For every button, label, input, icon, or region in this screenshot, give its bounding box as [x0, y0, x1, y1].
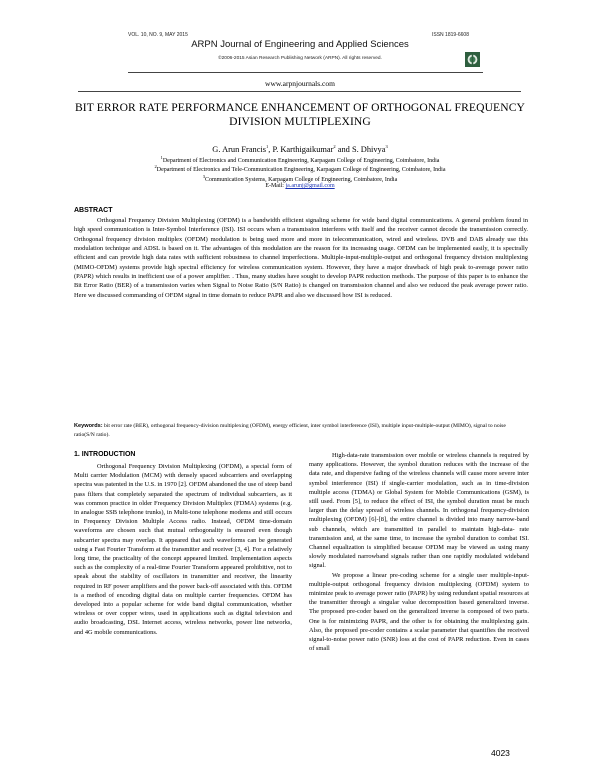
affiliation [0, 164, 600, 173]
author-name: G. Arun Francis [212, 144, 267, 154]
section-heading-introduction: 1. INTRODUCTION [74, 451, 136, 458]
author-separator: , [268, 144, 273, 154]
header-rule-lower [78, 91, 521, 92]
intro-paragraph: We propose a linear pre-coding scheme for a single user multiple-input-multiple-output orthogonal frequency division multiplexing (OFDM) system to minimize peak to average power ratio (PAPR) by using redundant spatial resources at the transmitter through a singular value decomposition based generalized inverse. The proposed pre-coder based on the generalized inverse is composed of two parts. One is for minimizing PAPR, and the other is for obtaining the multiplexing gain. Also, the proposed pre-coder contains a scalar parameter that quantifies the received signal-to-noise power ratio (SNR) loss at the cost of PAPR reduction. Even in cases of small [309, 571, 529, 653]
affiliation [0, 174, 600, 183]
affiliation-sup: 1 [160, 155, 163, 160]
keywords-text: bit error rate (BER), orthogonal frequency-division multiplexing (OFDM), energy efficient, inter symbol interference (ISI), multiple input-multiple-output (MIMO), signal to noise ratio(S/N ratio). [74, 423, 506, 438]
keywords [74, 422, 528, 439]
affiliation-text: Department of Electronics and Communication Engineering, Karpagam College of Engineering, Coimbatore, India [162, 158, 440, 164]
header-rule [128, 72, 483, 73]
author-sup: 2 [333, 144, 336, 149]
volume-info: VOL. 10, NO. 9, MAY 2015 [128, 32, 188, 38]
issn: ISSN 1819-6608 [432, 32, 469, 38]
paper-title: BIT ERROR RATE PERFORMANCE ENHANCEMENT OF ORTHOGONAL FREQUENCY DIVISION MULTIPLEXING [74, 101, 526, 128]
intro-paragraph: High-data-rate transmission over mobile or wireless channels is required by many applications. However, the symbol duration reduces with the increase of the data rate, and dispersive fading of the wireless channels will cause more severe inter symbol interference (ISI) if single-carrier modulation, such as in time-division multiple access (TDMA) or Global System for Mobile Communications (GSM), is still used. From [5], to reduce the effect of ISI, the symbol duration must be much larger than the delay spread of wireless channels. In orthogonal frequency-division multiplexing (OFDM) [6]-[8], the entire channel is divided into many narrow-band sub channels, which are transmitted in parallel to maintain high-data- rate transmission and, at the same time, to increase the symbol duration to combat ISI. Channel equalization is simplified because OFDM may be viewed as using many slowly modulated narrowband signals rather than one rapidly modulated wideband signal. [309, 452, 529, 570]
journal-logo-icon [465, 52, 480, 67]
author-separator: and [335, 144, 352, 154]
copyright-notice: ©2006-2015 Asian Research Publishing Network (ARPN). All rights reserved. [218, 56, 382, 61]
author-sup: 3 [385, 144, 388, 149]
email-link[interactable]: ja.arunj@gmail.com [285, 183, 335, 189]
body-column-right [309, 451, 529, 653]
author-name: P. Karthigaikumar [272, 144, 334, 154]
page-number: 4023 [491, 748, 510, 758]
abstract-body: Orthogonal Frequency Division Multiplexing (OFDM) is a bandwidth efficient signaling scheme for wide band digital communications. A general problem found in high speed communication is Inter-Symbol Interference (ISI). ISI occurs when a transmission interferes with itself and the receiver cannot decode the transmission correctly. Orthogonal frequency division multiplex (OFDM) modulation is being used more and more in telecommunication, wired and wireless. DVB and DAB already use this modulation technique and ADSL is based on it. The advantages of this modulation are the reason for its increasing usage. OFDM can be implemented easily, it is spectrally efficient and can provide high data rates with sufficient robustness to channel imperfections. Multiple-input-multiple-output and orthogonal frequency division multiplexing (MIMO-OFDM) systems provide high spectral efficiency for wireless communication system. However, they have a major drawback of high peak to-average power ratio (PAPR) which results in inefficient use of a power amplifier. . Thus, many studies have sought to develop PAPR reduction methods. The purpose of this paper is to enhance the Bit Error Ratio (BER) of a transmission varies when Signal to Noise Ratio (S/N Ratio) is changed on transmission channel and also we reduced the peak average power ratio. Here we discussed commanding of OFDM signal in time domain to reduce PAPR and also we discussed how ISI is reduced. [74, 217, 528, 299]
journal-name: ARPN Journal of Engineering and Applied Sciences [191, 39, 409, 50]
author-list [0, 144, 600, 154]
website-link[interactable]: www.arpnjournals.com [265, 79, 335, 88]
affiliation-text: Communication Systems, Karpagam College of Engineering, Coimbatore, India [204, 177, 398, 183]
email-label: E-Mail: [265, 183, 286, 189]
affiliation-sup: 2 [154, 164, 157, 169]
affiliation [0, 155, 600, 164]
email-line [0, 183, 600, 189]
keywords-label: Keywords: [74, 423, 103, 429]
intro-paragraph: Orthogonal Frequency Division Multiplexing (OFDM), a special form of Multi carrier Modulation (MCM) with densely spaced subcarriers and overlapping spectra was patented in the U.S. in 1970 [2]. OFDM abandoned the use of steep band pass filters that completely separated the spectrum of individual subcarriers, as it was common practice in older Frequency Division Multiplex (FDMA) systems (e.g. in analogue SSB telephone trunks), in Multi-tone telephone modems and still occurs in Frequency Division Multiple Access radio. Instead, OFDM time-domain waveforms are chosen such that mutual orthogonality is ensured even though subcarrier spectra may overlap. It appeared that such waveforms can be generated using a Fast Fourier Transform at the transmitter and receiver [3, 4]. For a relatively long time, the practicality of the concept appeared limited. Implementation aspects such as the complexity of a real-time Fourier Transform appeared prohibitive, not to speak about the stability of oscillators in transmitter and receiver, the linearity required in RF power amplifiers and the power back-off associated with this. OFDM is a method of encoding digital data on multiple carrier frequencies. OFDM has developed into a popular scheme for wide band digital communication, whether wireless or over copper wires, used in applications such as digital television and audio broadcasting, DSL Internet access, wireless networks, power line networks, and 4G mobile communications. [74, 463, 292, 636]
affiliation-text: Department of Electronics and Tele-Communication Engineering, Karpagam College of Engineering, Coimbatore, India [156, 167, 446, 173]
author-sup: 1 [266, 144, 269, 149]
affiliation-sup: 3 [202, 174, 205, 179]
body-column-left [74, 462, 292, 637]
author-name: S. Dhivya [351, 144, 386, 154]
abstract-heading: ABSTRACT [74, 207, 113, 214]
